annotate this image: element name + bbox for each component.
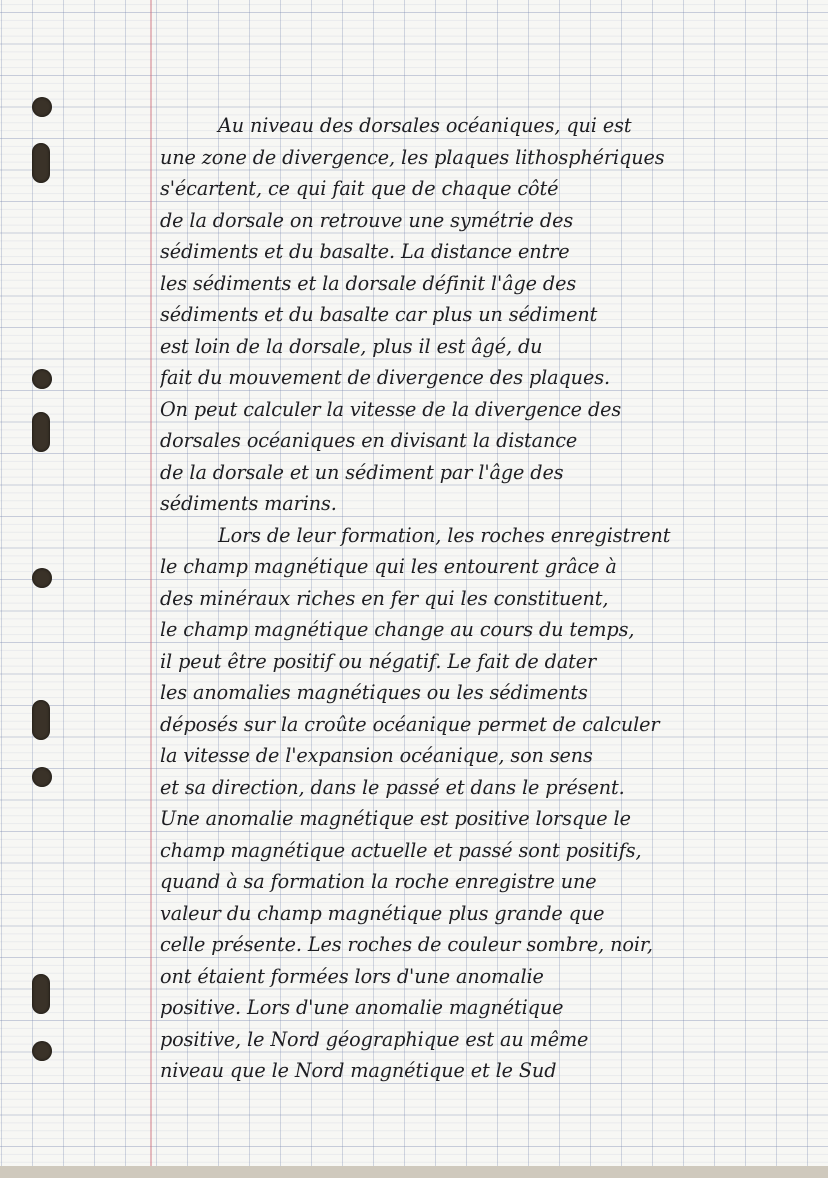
desk-surface	[0, 1166, 828, 1178]
text-line: On peut calculer la vitesse de la divergence des	[160, 397, 622, 421]
handwritten-text	[160, 110, 822, 1087]
text-line: Lors de leur formation, les roches enregistrent	[218, 523, 671, 547]
text-line: sédiments et du basalte car plus un sédiment	[160, 303, 598, 326]
text-line: une zone de divergence, les plaques lithosphériques	[160, 145, 665, 169]
text-line: les sédiments et la dorsale définit l'âge des	[160, 271, 577, 295]
text-line: de la dorsale on retrouve une symétrie des	[160, 208, 574, 232]
text-line: celle présente. Les roches de couleur sombre, noir,	[160, 933, 653, 956]
punch-hole	[32, 767, 52, 787]
text-line: sédiments marins.	[160, 492, 337, 515]
punch-hole	[32, 369, 52, 389]
text-line: Au niveau des dorsales océaniques, qui est	[218, 114, 632, 137]
text-line: positive. Lors d'une anomalie magnétique	[160, 996, 564, 1019]
text-line: il peut être positif ou négatif. Le fait de dater	[160, 649, 597, 673]
punch-hole	[32, 568, 52, 588]
text-line: les anomalies magnétiques ou les sédiments	[160, 681, 588, 704]
margin-line	[150, 0, 152, 1166]
text-line: le champ magnétique qui les entourent grâce à	[160, 555, 617, 578]
punch-hole	[32, 1041, 52, 1061]
text-line: s'écartent, ce qui fait que de chaque côté	[160, 177, 559, 200]
text-line: Une anomalie magnétique est positive lorsque le	[160, 807, 631, 830]
text-line: quand à sa formation la roche enregistre une	[160, 870, 597, 893]
text-line: est loin de la dorsale, plus il est âgé, du	[160, 334, 543, 358]
text-line: dorsales océaniques en divisant la distance	[160, 429, 578, 452]
text-line: des minéraux riches en fer qui les constituent,	[160, 586, 609, 610]
text-line: sédiments et du basalte. La distance entre	[160, 240, 570, 263]
punch-hole	[32, 97, 52, 117]
paragraph-2	[160, 520, 822, 1087]
paragraph-1	[160, 110, 822, 520]
text-line: déposés sur la croûte océanique permet de calculer	[160, 712, 660, 736]
text-line: la vitesse de l'expansion océanique, son sens	[160, 744, 593, 767]
text-line: ont étaient formées lors d'une anomalie	[160, 964, 544, 988]
text-line: fait du mouvement de divergence des plaques.	[160, 366, 610, 389]
text-line: le champ magnétique change au cours du temps,	[160, 618, 635, 641]
punch-hole	[32, 412, 50, 452]
punch-hole	[32, 974, 50, 1014]
text-line: valeur du champ magnétique plus grande que	[160, 901, 605, 925]
punch-hole	[32, 143, 50, 183]
text-line: niveau que le Nord magnétique et le Sud	[160, 1059, 557, 1082]
text-line: champ magnétique actuelle et passé sont positifs,	[160, 838, 642, 862]
text-line: de la dorsale et un sédiment par l'âge des	[160, 460, 564, 484]
punch-hole	[32, 700, 50, 740]
text-line: et sa direction, dans le passé et dans le présent.	[160, 775, 625, 799]
text-line: positive, le Nord géographique est au même	[160, 1027, 589, 1051]
